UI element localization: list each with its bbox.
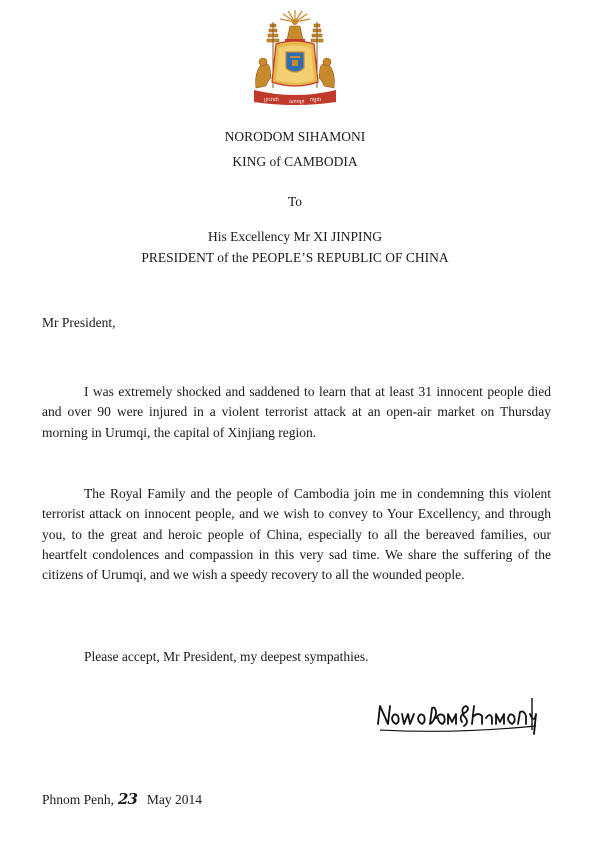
emblem-ribbon-left: ព្រះរាជា (264, 98, 279, 103)
sender-title: KING of CAMBODIA (232, 154, 358, 169)
emblem-ribbon-right: កម្ពុជា (310, 98, 322, 103)
body-paragraph-1: I was extremely shocked and saddened to learn that at least 31 innocent people died and over 90 were injured in a violent terrorist attack at an open-air market on Thursday morning in Urumqi, the capital of Xinjiang region. (42, 384, 551, 440)
handwritten-signature (374, 694, 544, 740)
date-place: Phnom Penh, (42, 792, 115, 807)
salutation: Mr President, (42, 315, 116, 330)
recipient-title: PRESIDENT of the PEOPLE’S REPUBLIC OF CHINA (141, 250, 449, 265)
sender-name: NORODOM SIHAMONI (224, 129, 366, 144)
body-paragraph-2: The Royal Family and the people of Cambodia join me in condemning this violent terrorist attack on innocent people, and we wish to convey to Your Excellency, and through you, to the great and heroic people of China, especially to all the bereaved families, our heartfelt condolences and compassion in this very sad time. We share the suffering of the citizens of Urumqi, and we wish a speedy recovery to all the wounded people. (42, 486, 551, 583)
date-line (42, 790, 202, 808)
closing-sentence: Please accept, Mr President, my deepest sympathies. (84, 649, 369, 664)
to-label: To (287, 194, 303, 209)
date-day-handwritten: 23 (118, 790, 137, 808)
emblem-ribbon-center: ណាចក្រ (289, 100, 305, 105)
royal-emblem-icon (246, 8, 344, 110)
recipient-name: His Excellency Mr XI JINPING (208, 229, 382, 244)
date-month-year: May 2014 (146, 792, 203, 807)
